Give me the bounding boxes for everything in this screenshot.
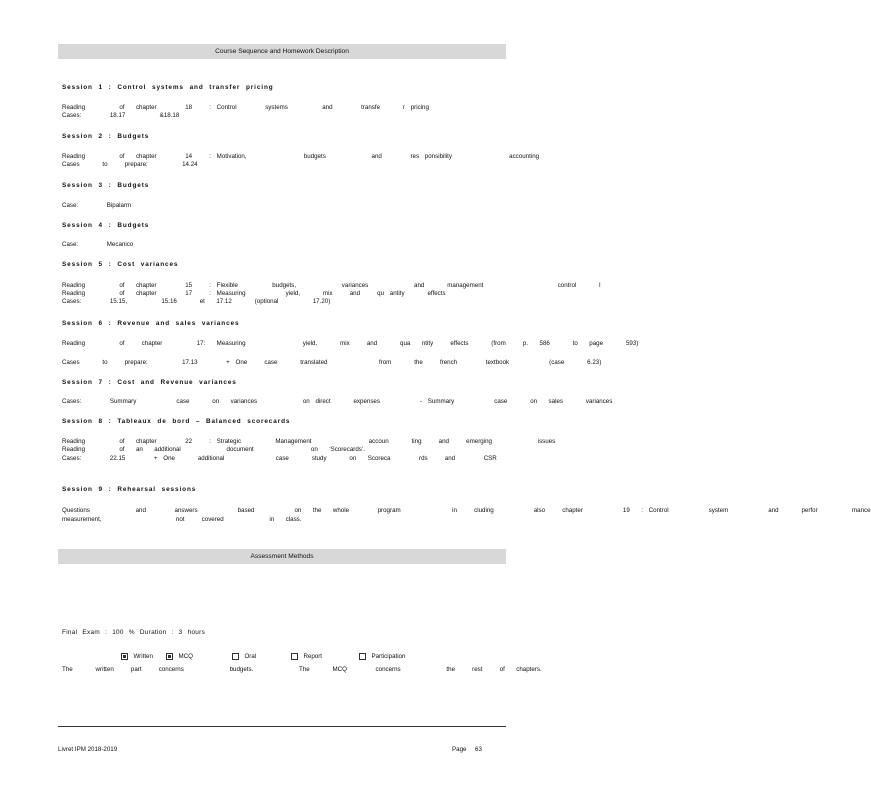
session-line: Reading of chapter 14 : Motivation, budgets and res ponsibility accounting [62,153,540,160]
final-exam-line: Final Exam : 100 % Duration : 3 hours [62,629,206,636]
session-title: Session 7 : Cost and Revenue variances [62,379,237,386]
option-mcq [163,646,193,660]
session-line: Questions and answers based on the whole program in cluding also chapter 19 : Control system and perfor mance [62,507,871,514]
checkbox-checked-icon [166,653,173,660]
session-line: Reading of chapter 18 : Control systems and transfe r pricing [62,104,429,111]
option-label: Written [133,653,153,661]
option-written [118,646,153,660]
session-line: Reading of an additional document on ‘Scorecards’. [62,446,365,453]
session-line: Reading of chapter 15 : Flexible budgets, variances and management control l [62,282,601,289]
session-line: Cases: Summary case on variances on direct expenses - Summary case on sales variances [62,398,613,405]
session-line: Case: Mecanico [62,241,134,248]
session-title: Session 5 : Cost variances [62,261,179,268]
option-label: MCQ [178,653,193,661]
session-line: Cases: 15.15, 15.16 et 17.12 (optional 17.20) [62,298,331,305]
footer-left: Livret IPM 2018-2019 [58,746,118,753]
checkbox-empty-icon [232,653,239,660]
option-label: Oral [244,653,257,661]
option-participation [356,646,406,660]
option-label: Participation [371,653,406,661]
session-line: Cases to prepare: 14.24 [62,161,198,168]
option-report [288,646,322,660]
session-line: Cases: 22.15 + One additional case study on Scoreca rds and CSR [62,455,497,462]
footer-divider [58,726,506,727]
checkbox-checked-icon [121,653,128,660]
page-number: Page 63 [452,746,482,753]
session-line: Cases to prepare: 17.13 + One case translated from the french textbook (case 6.23) [62,359,602,366]
session-line: Reading of chapter 17 : Measuring yield, mix and qu antity effects [62,290,446,297]
option-label: Report [303,653,323,661]
section-header-assessment-text: Assessment Methods [250,553,314,560]
session-line: measurement, not covered in class. [62,516,302,523]
session-title: Session 2 : Budgets [62,133,150,140]
session-title: Session 3 : Budgets [62,182,150,189]
checkbox-empty-icon [359,653,366,660]
session-title: Session 6 : Revenue and sales variances [62,320,240,327]
session-line: Cases: 18.17 &18.18 [62,112,180,119]
written-note: The written part concerns budgets. The MCQ concerns the rest of chapters. [62,666,542,673]
option-oral [229,646,256,660]
section-header-course-text: Course Sequence and Homework Description [215,48,349,55]
section-header-assessment [58,549,506,564]
section-header-course [58,44,506,59]
session-title: Session 9 : Rehearsal sessions [62,486,197,493]
session-title: Session 4 : Budgets [62,222,150,229]
session-title: Session 1 : Control systems and transfer pricing [62,84,274,91]
checkbox-empty-icon [291,653,298,660]
session-line: Reading of chapter 22 : Strategic Management accoun ting and emerging issues [62,438,556,445]
session-line: Reading of chapter 17: Measuring yield, mix and qua ntity effects (from p. 586 to page 593) [62,340,639,347]
session-title: Session 8 : Tableaux de bord – Balanced scorecards [62,418,291,425]
session-line: Case: Bipalarm [62,202,132,209]
